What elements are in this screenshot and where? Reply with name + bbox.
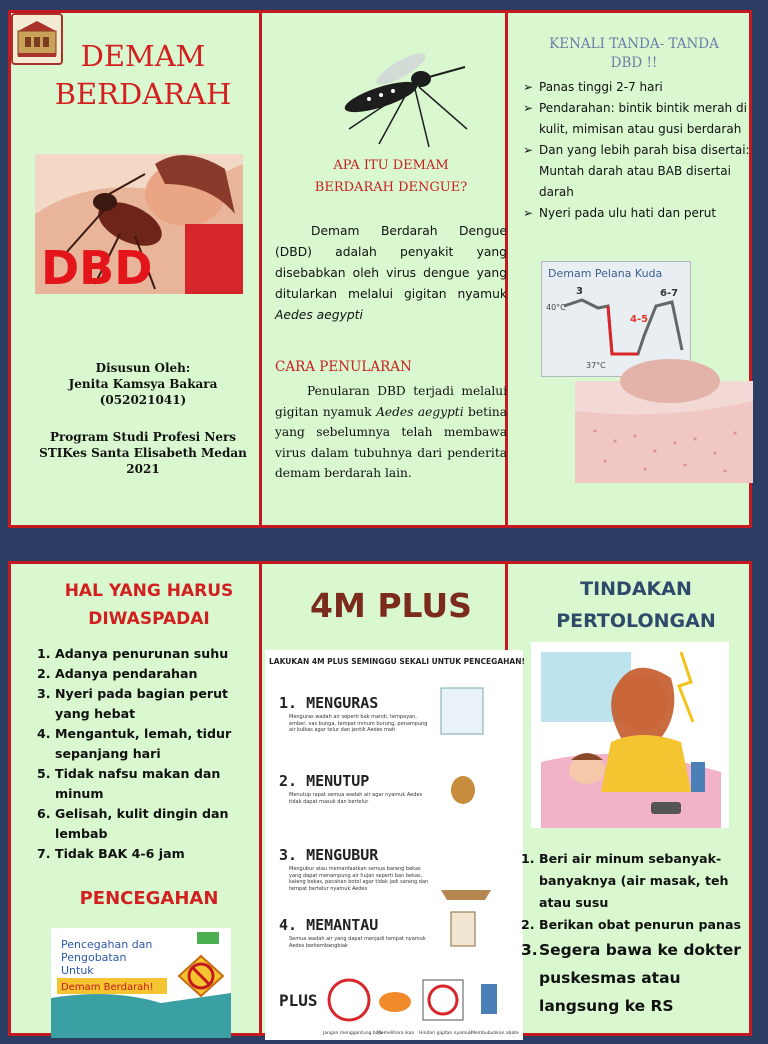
step-illustration <box>451 776 475 804</box>
poster-header: LAKUKAN 4M PLUS SEMINGGU SEKALI UNTUK PENCEGAHAN! <box>269 657 525 666</box>
list-item: 3. Segera bawa ke dokter puskesmas atau langsung ke RS <box>521 941 741 1015</box>
section-title-first-aid <box>519 573 753 637</box>
step-title: 4. MEMANTAU <box>279 916 379 934</box>
mother-caring-child-illustration <box>531 642 729 828</box>
definition-text: Demam Berdarah Dengue (DBD) adalah penyakit yang disebabkan oleh virus dengue yang ditularkan melalui gigitan nyamuk <box>275 224 507 301</box>
list-item: ➢ Panas tinggi 2-7 hari <box>523 77 753 98</box>
author-label: Disusun Oleh: <box>95 361 191 375</box>
prevention-poster-text: Pengobatan <box>61 951 127 964</box>
dbd-definition-paragraph <box>275 221 507 326</box>
step-title: 3. MENGUBUR <box>279 846 379 864</box>
brochure-title <box>43 37 243 113</box>
list-item: ➢ Nyeri pada ulu hati dan perut <box>523 203 753 224</box>
brochure-back-sheet <box>8 561 752 1036</box>
saddle-fever-graph <box>542 262 690 376</box>
list-item: 7. Tidak BAK 4-6 jam <box>37 846 185 861</box>
rash-photo <box>575 381 753 483</box>
list-item: ➢ Dan yang lebih parah bisa disertai: Muntah darah atau BAB disertai darah <box>523 140 753 203</box>
species-name: Aedes aegypti <box>275 308 363 322</box>
prevention-poster-text: Untuk <box>61 964 94 977</box>
list-item: 3. Nyeri pada bagian perut yang hebat <box>37 686 229 721</box>
plus-caption: Memelihara ikan <box>377 1031 415 1036</box>
chart-day-label: 3 <box>576 286 583 297</box>
4m-plus-poster <box>265 650 523 1040</box>
signs-list <box>523 77 753 224</box>
prevention-poster-text: Demam Berdarah! <box>61 982 154 993</box>
brochure-front-sheet <box>8 10 752 528</box>
step-title: 2. MENUTUP <box>279 772 370 790</box>
plus-label: PLUS <box>279 991 318 1010</box>
warnings-title-line: DIWASPADAI <box>88 609 210 629</box>
panel-divider <box>259 564 262 1033</box>
skin-rash-image <box>575 381 753 483</box>
list-item-text: Berikan obat penurun panas <box>539 917 741 932</box>
list-item-text: Adanya pendarahan <box>55 666 198 681</box>
step-desc: Mengubur atau memanfaatkan semua barang bekas yang dapat menampung air hujan seperti ban bekas, kaleng bekas, pecahan botol agar tidak jadi sarang dan tempat bertelur nyamuk Aedes <box>289 866 429 892</box>
caregiver-image <box>531 642 729 828</box>
step-desc-wrapper <box>289 792 429 822</box>
chart-day-label: 4-5 <box>630 314 649 325</box>
step-desc: Semua wadah air yang dapat menjadi tempat nyamuk Aedes berkembangbiak <box>289 936 426 949</box>
plus-caption: Hindari gigitan nyamuk <box>419 1031 472 1036</box>
chart-title: Demam Pelana Kuda <box>548 267 663 280</box>
chart-day-label: 6-7 <box>660 288 679 299</box>
list-item-text: Tidak nafsu makan dan minum <box>55 766 221 801</box>
section-title-prevention: PENCEGAHAN <box>79 888 219 909</box>
author-id: (052021041) <box>99 393 187 407</box>
4m-plus-infographic <box>265 650 523 1040</box>
list-item: 2. Adanya pendarahan <box>37 666 198 681</box>
list-item-text: Mengantuk, lemah, tidur sepanjang hari <box>55 726 232 761</box>
prevention-poster <box>51 928 231 1038</box>
dbd-image-label: DBD <box>41 241 153 295</box>
step-desc: Menguras wadah air seperti bak mandi, tempayan, ember, vas bunga, tempat minum burung, penampung air kulkas agar telur dan jentik Aedes mati <box>289 714 428 733</box>
transmission-paragraph <box>275 381 507 484</box>
question-line: APA ITU DEMAM <box>333 158 449 173</box>
program-block <box>35 429 251 477</box>
step-illustration <box>451 912 475 946</box>
step-illustration <box>441 890 491 900</box>
list-item-text: Segera bawa ke dokter puskesmas atau langsung ke RS <box>539 941 741 1015</box>
fish-icon <box>379 992 411 1012</box>
step-desc: Menutup rapat semua wadah air agar nyamuk Aedes tidak dapat masuk dan bertelur <box>289 792 423 805</box>
list-item: 4. Mengantuk, lemah, tidur sepanjang hari <box>37 726 232 761</box>
list-item-text: Adanya penurunan suhu <box>55 646 229 661</box>
program-name: Program Studi Profesi Ners <box>49 430 237 444</box>
year: 2021 <box>126 462 160 476</box>
title-line: BERDARAH <box>54 77 232 111</box>
species-name: Aedes aegypti <box>376 404 464 419</box>
signs-title-line: DBD !! <box>610 55 658 71</box>
first-aid-title-line: PERTOLONGAN <box>556 610 716 632</box>
plus-caption: Membubuhkan abate <box>471 1031 519 1036</box>
mosquito-icon <box>319 49 469 149</box>
mosquito-image <box>319 49 469 149</box>
prevention-poster-text: Pencegahan dan <box>61 938 153 951</box>
step-desc-wrapper <box>289 936 429 960</box>
list-item: 2. Berikan obat penurun panas <box>521 917 741 932</box>
plus-caption: Jangan menggantung baju <box>323 1031 383 1036</box>
section-title-warnings <box>35 577 263 633</box>
list-item: 6. Gelisah, kulit dingin dan lembab <box>37 806 229 841</box>
mosquito-bite-illustration <box>35 154 243 294</box>
institution-name: STIKes Santa Elisabeth Medan <box>39 446 247 460</box>
author-block <box>35 360 251 408</box>
first-aid-list <box>521 848 753 1020</box>
chart-temp-high: 40°C <box>546 303 566 312</box>
list-item: 1. Beri air minum sebanyak-banyaknya (air masak, teh atau susu <box>521 851 729 910</box>
warnings-list <box>37 644 257 864</box>
step-desc-wrapper <box>289 714 429 754</box>
author-name: Jenita Kamsya Bakara <box>68 377 218 391</box>
chart-temp-low: 37°C <box>586 361 606 370</box>
title-line: DEMAM <box>80 39 206 73</box>
section-title-signs <box>517 35 751 73</box>
step-illustration <box>441 688 483 734</box>
list-item-text: Tidak BAK 4-6 jam <box>55 846 185 861</box>
section-title-transmission: CARA PENULARAN <box>275 359 412 375</box>
transmission-text: betina yang sebelumnya telah membawa virus dalam tubuhnya dari penderita demam berdarah lain. <box>275 404 507 480</box>
list-item: 5. Tidak nafsu makan dan minum <box>37 766 221 801</box>
step-title: 1. MENGURAS <box>279 694 379 712</box>
prevention-poster-image <box>51 928 231 1038</box>
section-title-4m-plus: 4M PLUS <box>310 586 472 625</box>
step-desc-wrapper <box>289 866 429 906</box>
list-item-text: Beri air minum sebanyak-banyaknya (air masak, teh atau susu <box>539 851 729 910</box>
signs-title-line: KENALI TANDA- TANDA <box>549 36 719 52</box>
dbd-mosquito-image <box>35 154 243 294</box>
list-item-text: Gelisah, kulit dingin dan lembab <box>55 806 229 841</box>
list-item: 1. Adanya penurunan suhu <box>37 646 229 661</box>
panel-divider <box>259 13 262 525</box>
section-title-what-is-dbd <box>275 155 507 199</box>
abate-icon <box>481 984 497 1014</box>
warnings-title-line: HAL YANG HARUS <box>64 581 234 601</box>
first-aid-title-line: TINDAKAN <box>580 578 692 600</box>
question-line: BERDARAH DENGUE? <box>314 180 468 195</box>
list-item: ➢ Pendarahan: bintik bintik merah di kulit, mimisan atau gusi berdarah <box>523 98 753 140</box>
list-item-text: Nyeri pada bagian perut yang hebat <box>55 686 229 721</box>
transmission-text: Penularan DBD terjadi melalui gigitan nyamuk <box>275 384 507 419</box>
